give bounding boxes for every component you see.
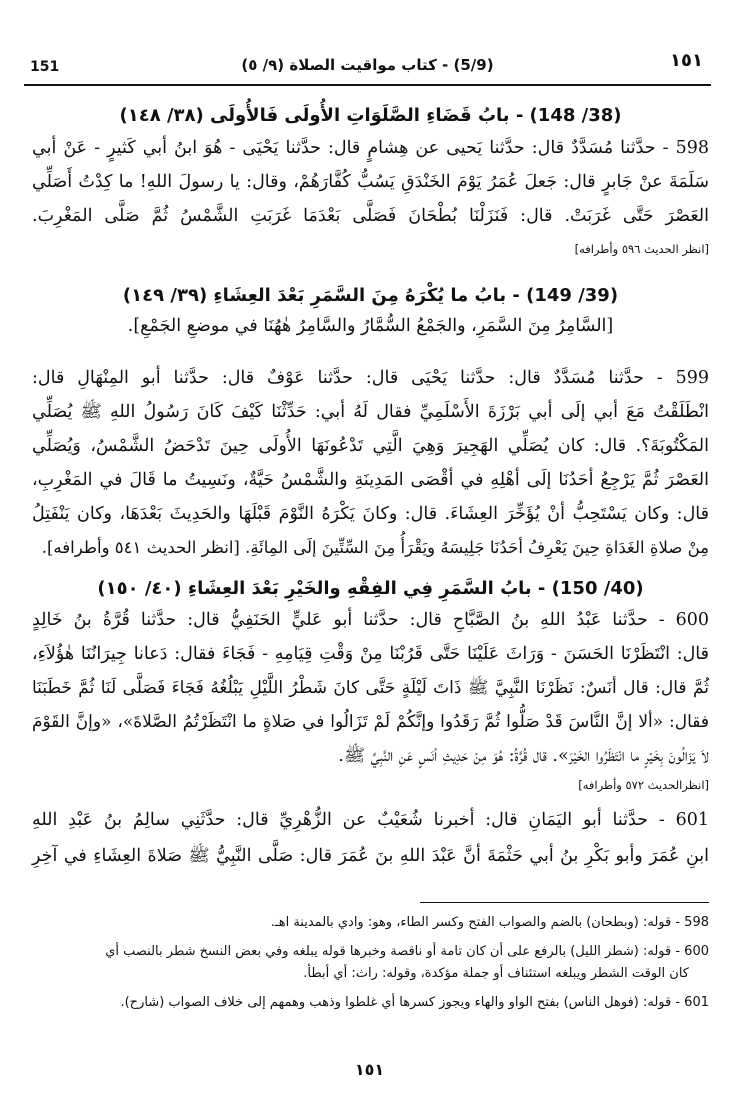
bab-heading-40	[32, 578, 709, 599]
text-line: لاَ يَزَالُونَ بِخَيْرٍ ما انْتَظَرُوا الخَيْرَ». قال قُرَّةُ: هُوَ مِنْ حَدِيثِ أنَسٍ عَنِ النَّبِيِّ ﷺ.	[338, 746, 709, 766]
running-title: (5/9) - كتاب مواقيت الصلاة (٩/ ٥)	[241, 56, 494, 74]
bab-title: (38/ 148) - بابُ قَضَاءِ الصَّلَوَاتِ الأُولَى فَالأُولَى (٣٨/ ١٤٨)	[119, 105, 622, 126]
footnote-600: 600 - قوله: (شطر الليل) بالرفع على أن كان تامة أو ناقصة وخبرها قوله يبلغه وفي بعض النسخ شطر بالنصب أي	[105, 944, 709, 959]
hadith-600	[32, 612, 709, 792]
text-line: قال: انْتَظَرْنَا الحَسَنَ - وَرَاثَ عَلَيْنَا حَتَّى قَرُبْنَا مِنْ وَقْتِ قِيَامِهِ - فَجَاءَ فقال: دَعانا جِيرَانُنَا هٰؤُلاَءِ،	[32, 644, 709, 664]
bab-subtitle: [السَّامِرُ مِنَ السَّمَرِ، والجَمْعُ السُّمَّارُ والسَّامِرُ هٰهُنَا في موضعِ الجَمْعِ].	[127, 316, 614, 336]
text-line: 601 - حدَّثنا أبو اليَمَانِ قال: أخبرنا شُعَيْبٌ عن الزُّهْرِيِّ قال: حدَّثَنِي سالِمُ بنُ عَبْدِ اللهِ	[32, 810, 709, 830]
bab-heading-38	[32, 105, 709, 126]
text-line: فقال: «ألا إنَّ النَّاسَ قَدْ صَلُّوا ثُمَّ رَقَدُوا وإنَّكُمْ لَمْ تَزَالُوا في صَلاةٍ ما انْتَظَرْتُمُ الصَّلاةَ»، «وإنَّ القَوْمَ	[32, 712, 709, 732]
text-line: مِنْ صلاةِ الغَدَاةِ حِينَ يَعْرِفُ أحَدُنَا جَلِيسَهُ ويَقْرَأُ مِنَ السِّتِّينَ إلَى المِائَةِ. [انظر الحديث ٥٤١ وأطرافه].	[41, 538, 709, 557]
page-number-latin: 151	[30, 59, 60, 75]
footnote-600-cont: كان الوقت الشطر ويبلغه استئناف أو جملة مؤكدة، وقوله: راث: أي أبطأ.	[303, 966, 689, 981]
hadith-601	[32, 812, 709, 884]
text-line: قال: وكان يَسْتَحِبُّ أنْ يُؤَخِّرَ العِشَاءَ. قال: وكانَ يَكْرَهُ النَّوْمَ قَبْلَهَا والحَدِيثَ بَعْدَهَا، وكان يَنْفَتِلُ	[32, 504, 709, 524]
text-line: العَصْرَ ثُمَّ يَرْجِعُ أحَدُنَا إلَى أهْلِهِ في أقْصَى المَدِينَةِ والشَّمْسُ حَيَّةٌ، ونَسِيتُ ما قَالَ في المَغْرِبِ،	[32, 470, 709, 490]
page-number-arabic: ١٥١	[670, 50, 703, 71]
hadith-598	[32, 140, 709, 256]
text-line: 598 - حدَّثنا مُسَدَّدٌ قال: حدَّثنا يَحيى عن هِشامٍ قال: حدَّثنا يَحْيَى - هُوَ ابنُ أبي كَثيرٍ - عَنْ أبي	[32, 138, 709, 158]
footer-page-number: ١٥١	[354, 1060, 385, 1079]
text-line: ثُمَّ قال: قال أنَسٌ: نَظَرْنَا النَّبِيَّ ﷺ ذَاتَ لَيْلَةٍ حَتَّى كانَ شَطْرُ اللَّيْلِ يَبْلُغُهُ فَجَاءَ فَصَلَّى لَنَا ثُمَّ خَطَبَنَا	[32, 678, 709, 698]
text-line: العَصْرَ حَتَّى غَرَبَتْ. قال: فَنَزَلْنَا بُطْحَانَ فَصَلَّى بَعْدَمَا غَرَبَتِ الشَّمْسُ ثُمَّ صَلَّى المَغْرِبَ.	[32, 206, 709, 226]
footnote-598: 598 - قوله: (وبطحان) بالضم والصواب الفتح وكسر الطاء، وهو: وادي بالمدينة اهـ.	[270, 915, 709, 930]
footnote-601: 601 - قوله: (فوهل الناس) بفتح الواو والهاء ويجوز كسرها أي غلطوا وذهب وهمهم إلى خلاف الصواب (شارح).	[120, 995, 709, 1010]
text-line: انْطَلَقْتُ مَعَ أبي إلَى أبي بَرْزَةَ الأَسْلَمِيِّ فقال لَهُ أبي: حَدِّثْنَا كَيْفَ كَانَ رَسُولُ اللهِ ﷺ يُصَلِّي	[32, 402, 709, 422]
text-line: 599 - حدَّثنا مُسَدَّدٌ قال: حدَّثنا يَحْيَى قال: حدَّثنا عَوْفٌ قال: حدَّثنا أبو المِنْهَالِ قال:	[32, 368, 709, 388]
text-line: ابنِ عُمَرَ وأبو بَكْرِ بنُ أبي حَثْمَةَ أنَّ عَبْدَ اللهِ بنَ عُمَرَ قال: صَلَّى النَّبِيُّ ﷺ صَلاةَ العِشَاءِ في آخِرِ	[32, 846, 709, 866]
running-header	[26, 48, 709, 84]
bab-subtitle-39	[32, 318, 709, 336]
bab-title: (40/ 150) - بابُ السَّمَرِ فِي الفِقْهِ والخَيْرِ بَعْدَ العِشَاءِ (٤٠/ ١٥٠)	[97, 578, 644, 599]
footnote-rule	[420, 902, 709, 903]
bab-title: (39/ 149) - بابُ ما يُكْرَهُ مِنَ السَّمَرِ بَعْدَ العِشَاءِ (٣٩/ ١٤٩)	[122, 285, 619, 306]
bab-heading-39	[32, 285, 709, 306]
cross-reference: [انظر الحديث ٥٩٦ وأطرافه]	[574, 242, 709, 256]
text-line: 600 - حدَّثنا عَبْدُ اللهِ بنُ الصَّبَّاحِ قال: حدَّثنا أبو عَليٍّ الحَنَفِيُّ قال: حدَّثنا قُرَّةُ بنُ خَالِدٍ	[32, 610, 709, 630]
text-line: المَكْتُوبَةَ؟. قال: كان يُصَلِّي الهَجِيرَ وَهِيَ الَّتِي تَدْعُونَهَا الأُولَى حِينَ تَدْحَضُ الشَّمْسُ، وَيُصَلِّي	[32, 436, 709, 456]
hadith-599	[32, 370, 709, 574]
cross-reference: [انظرالحديث ٥٧٢ وأطرافه]	[578, 778, 709, 792]
header-rule	[24, 84, 711, 86]
text-line: سَلَمَةَ عنْ جَابرٍ قال: جَعلَ عُمَرُ يَوْمَ الخَنْدَقِ يَسُبُّ كُفَّارَهُمْ، وقال: يا رسولَ اللهِ! ما كِدْتُ أَصَلِّي	[32, 172, 709, 192]
